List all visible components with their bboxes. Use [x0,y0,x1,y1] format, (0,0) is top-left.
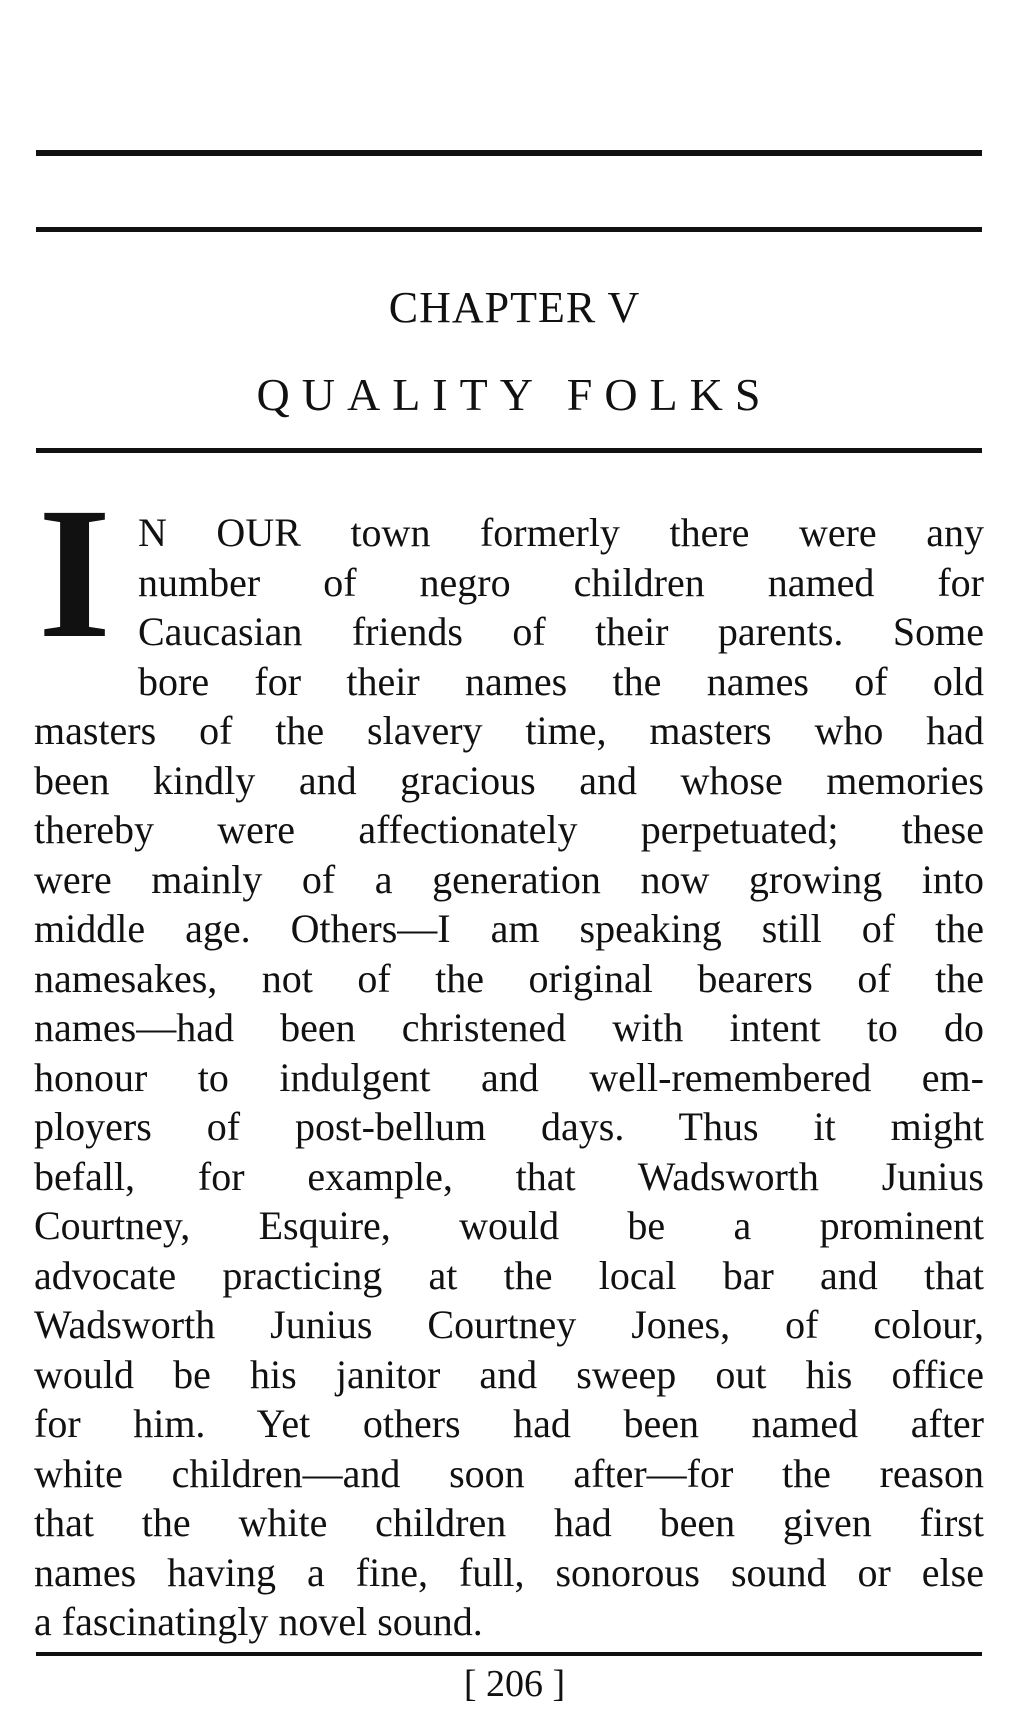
text-line: names having a fine, full, sonorous sound or else [34,1549,984,1595]
text-line: been kindly and gracious and whose memories [34,757,984,803]
text-line: white children—and soon after—for the reason [34,1450,984,1496]
title-rule [36,448,982,453]
body-text [34,508,984,1647]
text-line: thereby were affectionately perpetuated; these [34,807,984,852]
page-number: [ 206 ] [463,1663,566,1705]
text-line: that the white children had been given first [34,1500,984,1545]
text-line: bore for their names the names of old [138,658,984,704]
text-line: ployers of post-bellum days. Thus it might [34,1104,984,1149]
text-line: were mainly of a generation now growing into [34,856,984,902]
footer-rule [36,1652,982,1656]
top-rule [36,150,982,156]
text-line: masters of the slavery time, masters who had [34,708,984,753]
text-line: would be his janitor and sweep out his office [34,1351,984,1397]
text-line: number of negro children named for [138,559,984,605]
text-line: advocate practicing at the local bar and that [34,1252,984,1298]
text-line: Wadsworth Junius Courtney Jones, of colour, [34,1302,984,1347]
header-rule [36,227,982,232]
text-line: a fascinatingly novel sound. [34,1599,483,1644]
text-line: honour to indulgent and well-remembered em- [34,1054,984,1100]
text-line: Caucasian friends of their parents. Some [138,609,984,654]
text-line: Courtney, Esquire, would be a prominent [34,1203,984,1248]
chapter-number: CHAPTER V [388,283,641,332]
text-line: N OUR town formerly there were any [138,510,984,555]
drop-cap: I [38,468,112,677]
text-line: befall, for example, that Wadsworth Junius [34,1153,984,1199]
text-line: names—had been christened with intent to do [34,1005,984,1050]
text-line: middle age. Others—I am speaking still of the [34,906,984,951]
chapter-title: QUALITY FOLKS [256,369,773,420]
text-line: for him. Yet others had been named after [34,1401,984,1446]
text-line: namesakes, not of the original bearers of the [34,955,984,1001]
